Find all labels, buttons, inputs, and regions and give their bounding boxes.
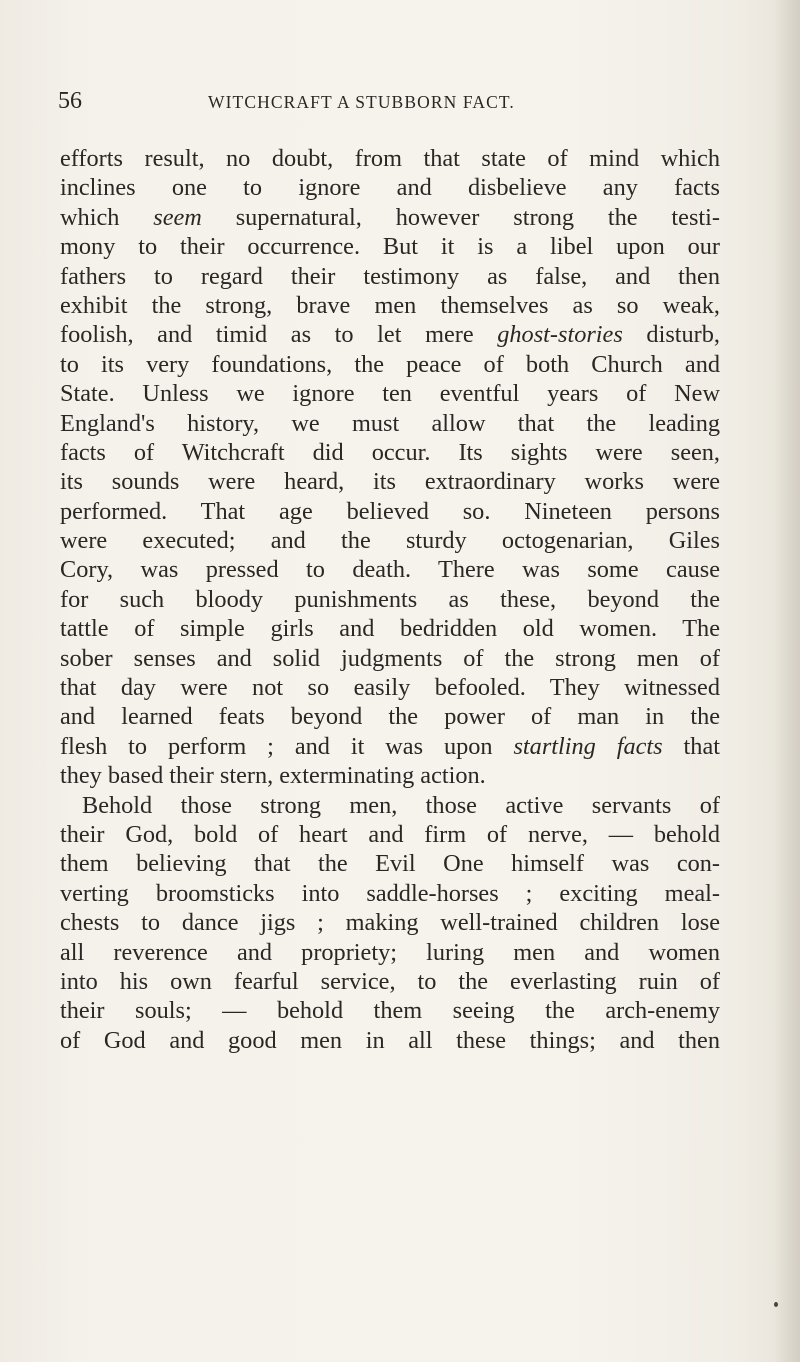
text-run: verting broomsticks into saddle-horses ; exciting meal- [60,879,720,907]
text-run: disturb, [622,321,720,349]
text-line [60,262,720,291]
italic-phrase: seem [153,203,202,231]
text-run: flesh to perform ; and it was upon [60,732,514,760]
text-run: all reverence and propriety; luring men and women [60,938,720,966]
text-line [60,791,720,820]
text-line [60,497,720,526]
text-run: their souls; — behold them seeing the arch-enemy [60,997,720,1025]
text-line [60,1026,720,1055]
text-run: and learned feats beyond the power of man in the [60,703,720,731]
text-line [60,526,720,555]
text-line [60,438,720,467]
text-run: fathers to regard their testimony as false, and then [60,262,720,290]
text-run: tattle of simple girls and bedridden old women. The [60,615,720,643]
text-run: Behold those strong men, those active servants of [82,791,720,819]
text-line [60,702,720,731]
text-line [60,232,720,261]
text-run: exhibit the strong, brave men themselves as so weak, [60,291,720,319]
text-run: into his own fearful service, to the everlasting ruin of [60,967,720,995]
running-title: WITCHCRAFT A STUBBORN FACT. [208,92,515,112]
text-line [60,350,720,379]
text-run: sober senses and solid judgments of the strong men of [60,644,720,672]
running-head [58,88,658,118]
text-line [60,585,720,614]
text-line [60,908,720,937]
text-run: for such bloody punishments as these, beyond the [60,585,720,613]
text-line [60,320,720,349]
italic-phrase: ghost-stories [497,321,623,349]
text-run: mony to their occurrence. But it is a libel upon our [60,233,720,261]
print-speck [774,1302,778,1307]
text-line [60,849,720,878]
text-run: facts of Witchcraft did occur. Its sights were seen, [60,438,720,466]
italic-phrase: startling facts [513,732,663,760]
text-run: that day were not so easily befooled. They witnessed [60,674,720,702]
page-gutter-shadow [774,0,800,1362]
text-run: they based their stern, exterminating action. [60,762,486,790]
text-line [60,203,720,232]
text-line [60,996,720,1025]
text-line [60,291,720,320]
text-line [60,644,720,673]
text-line [60,144,720,173]
text-run: that [662,732,720,760]
text-line [60,409,720,438]
text-run: of God and good men in all these things; and then [60,1026,720,1054]
text-line [60,173,720,202]
text-line [60,938,720,967]
text-run: Cory, was pressed to death. There was some cause [60,556,720,584]
text-line [60,820,720,849]
text-line [60,467,720,496]
text-run: State. Unless we ignore ten eventful years of New [60,380,720,408]
text-run: England's history, we must allow that the leading [60,409,720,437]
text-run: their God, bold of heart and firm of nerve, — behold [60,820,720,848]
text-run: to its very foundations, the peace of both Church and [60,350,720,378]
text-run: inclines one to ignore and disbelieve any facts [60,174,720,202]
text-line [60,879,720,908]
text-run: foolish, and timid as to let mere [60,321,498,349]
text-line [60,732,720,761]
text-line [60,967,720,996]
text-run: efforts result, no doubt, from that state of mind which [60,145,720,172]
text-run: them believing that the Evil One himself was con- [60,850,720,878]
text-run: performed. That age believed so. Nineteen persons [60,497,720,525]
text-line [60,673,720,702]
text-run: its sounds were heard, its extraordinary works were [60,468,720,496]
body-text [60,144,720,1055]
text-line [60,379,720,408]
text-run: chests to dance jigs ; making well-trained children lose [60,909,720,937]
text-line [60,555,720,584]
text-line [60,761,720,790]
text-run: which [60,203,154,231]
page-number: 56 [58,88,82,114]
text-run: supernatural, however strong the testi- [201,203,720,231]
text-line [60,614,720,643]
text-run: were executed; and the sturdy octogenarian, Giles [60,527,720,555]
